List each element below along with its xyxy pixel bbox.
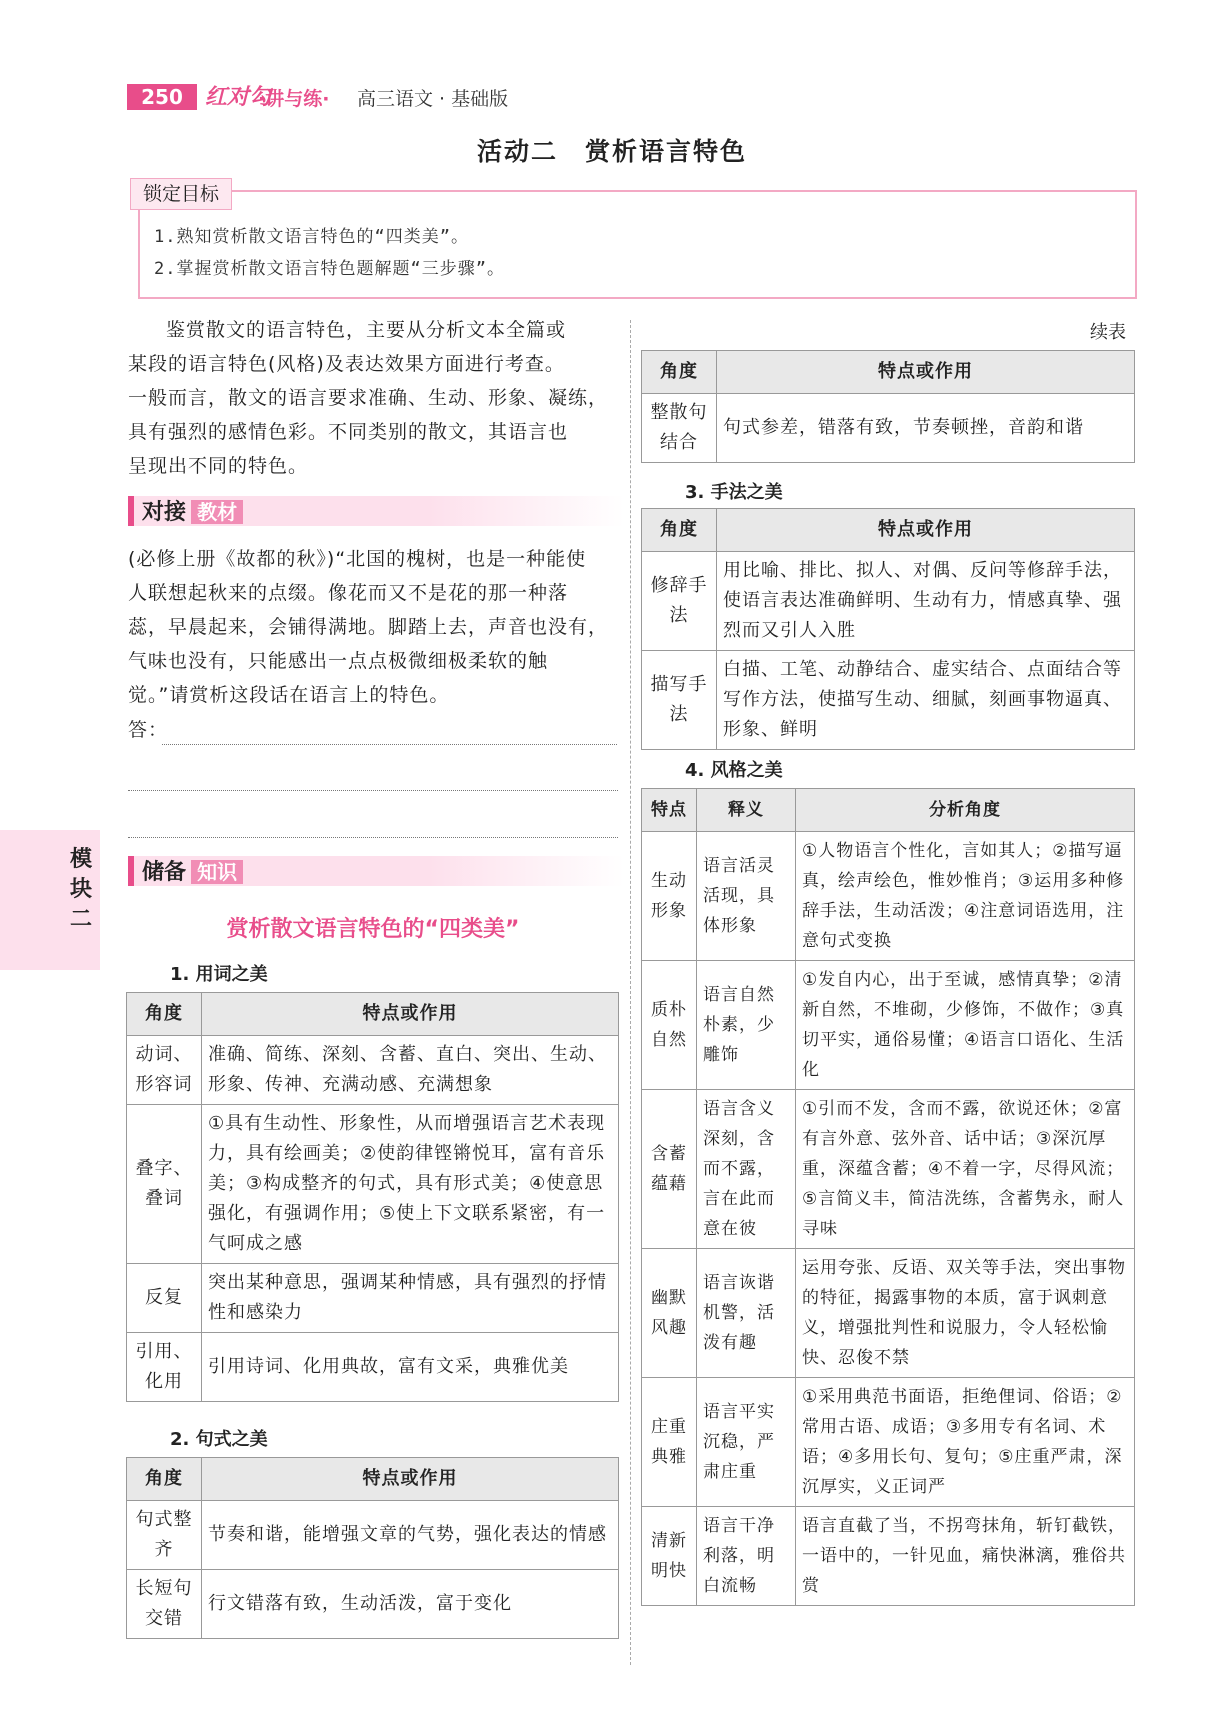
column-divider — [630, 320, 631, 1665]
question-line: 人联想起秋来的点缀。像花而又不是花的那一种落 — [128, 582, 569, 604]
intro-line: 一般而言，散文的语言要求准确、生动、形象、凝练， — [128, 387, 609, 409]
table-cell: 长短句交错 — [127, 1570, 202, 1639]
column-header: 角度 — [127, 993, 202, 1036]
style-beauty-table — [641, 788, 1135, 1606]
table-cell: 语言活灵活现，具体形象 — [697, 832, 796, 961]
table-cell: 突出某种意思，强调某种情感，具有强烈的抒情性和感染力 — [202, 1264, 619, 1333]
table-cell: 白描、工笔、动静结合、虚实结合、点面结合等写作方法，使描写生动、细腻，刻画事物逼真、形象、鲜明 — [717, 651, 1135, 750]
goal-tag: 锁定目标 — [130, 178, 232, 210]
goal-item: 1.熟知赏析散文语言特色的“四类美”。 — [154, 227, 469, 247]
table-heading: 3. 手法之美 — [685, 482, 783, 503]
goal-item: 2.掌握赏析散文语言特色题解题“三步骤”。 — [154, 259, 505, 279]
table-cell: 语言含义深刻，含而不露，言在此而意在彼 — [697, 1090, 796, 1249]
table-cell: 节奏和谐，能增强文章的气势，强化表达的情感 — [202, 1501, 619, 1570]
table-cell: 幽默风趣 — [642, 1249, 697, 1378]
table-cell: 句式整齐 — [127, 1501, 202, 1570]
table-cell: 引用诗词、化用典故，富有文采，典雅优美 — [202, 1333, 619, 1402]
section-main-label: 储备 — [142, 860, 187, 885]
table-cell: 语言诙谐机警，活泼有趣 — [697, 1249, 796, 1378]
series-name: ·讲与练· — [258, 88, 330, 110]
section-header-textbook — [128, 496, 624, 526]
answer-label: 答： — [128, 719, 169, 741]
section-pink-label: 知识 — [191, 860, 243, 884]
table-cell: 生动形象 — [642, 832, 697, 961]
column-header: 分析角度 — [796, 789, 1135, 832]
continued-label: 续表 — [1090, 322, 1126, 343]
question-line: (必修上册《故都的秋》)“北国的槐树，也是一种能使 — [128, 548, 587, 570]
table-cell: 反复 — [127, 1264, 202, 1333]
table-cell: ①发自内心，出于至诚，感情真挚；②清新自然，不堆砌，少修饰，不做作；③真切平实，通俗易懂；④语言口语化、生活化 — [796, 961, 1135, 1090]
table-cell: ①采用典范书面语，拒绝俚词、俗语；②常用古语、成语；③多用专有名词、术语；④多用长句、复句；⑤庄重严肃，深沉厚实，义正词严 — [796, 1378, 1135, 1507]
answer-line[interactable] — [128, 837, 618, 838]
module-side-label: 模块二 — [70, 847, 93, 932]
table-cell: 语言直截了当，不拐弯抹角，斩钉截铁，一语中的，一针见血，痛快淋漓，雅俗共赏 — [796, 1507, 1135, 1606]
sentence-beauty-table — [126, 1457, 619, 1639]
column-header: 特点或作用 — [202, 993, 619, 1036]
column-header: 特点或作用 — [717, 509, 1135, 552]
word-beauty-table — [126, 992, 619, 1402]
sentence-beauty-continued-table — [641, 350, 1135, 463]
table-heading: 1. 用词之美 — [170, 964, 268, 985]
question-line: 气味也没有，只能感出一点点极微细极柔软的触 — [128, 650, 549, 672]
table-heading: 4. 风格之美 — [685, 760, 783, 781]
column-header: 释义 — [697, 789, 796, 832]
table-cell: 语言自然朴素，少雕饰 — [697, 961, 796, 1090]
table-heading: 2. 句式之美 — [170, 1429, 268, 1450]
book-subtitle: 高三语文 · 基础版 — [357, 88, 509, 110]
table-cell: 动词、形容词 — [127, 1036, 202, 1105]
question-line: 觉。”请赏析这段话在语言上的特色。 — [128, 684, 450, 706]
page-title: 活动二 赏析语言特色 — [476, 137, 747, 166]
table-cell: 描写手法 — [642, 651, 717, 750]
intro-line: 某段的语言特色(风格)及表达效果方面进行考查。 — [128, 353, 565, 375]
answer-line[interactable] — [162, 744, 617, 745]
column-header: 角度 — [127, 1458, 202, 1501]
section-header-knowledge — [128, 856, 624, 886]
answer-line[interactable] — [128, 790, 618, 791]
intro-line: 鉴赏散文的语言特色，主要从分析文本全篇或 — [166, 319, 567, 341]
brand-logo: 红对勾 — [205, 85, 272, 110]
question-paragraph — [128, 542, 620, 712]
intro-line: 呈现出不同的特色。 — [128, 455, 309, 477]
technique-beauty-table — [641, 508, 1135, 750]
table-cell: ①人物语言个性化，言如其人；②描写逼真，绘声绘色，惟妙惟肖；③运用多种修辞手法，生动活泼；④注意词语选用，注意句式变换 — [796, 832, 1135, 961]
table-cell: 用比喻、排比、拟人、对偶、反问等修辞手法，使语言表达准确鲜明、生动有力，情感真挚、强烈而又引人入胜 — [717, 552, 1135, 651]
table-cell: 句式参差，错落有致，节奏顿挫，音韵和谐 — [717, 394, 1135, 463]
intro-line: 具有强烈的感情色彩。不同类别的散文，其语言也 — [128, 421, 569, 443]
table-cell: 庄重典雅 — [642, 1378, 697, 1507]
table-cell: 修辞手法 — [642, 552, 717, 651]
table-cell: 含蓄蕴藉 — [642, 1090, 697, 1249]
section-main-label: 对接 — [142, 500, 187, 525]
table-cell: 清新明快 — [642, 1507, 697, 1606]
page-number: 250 — [127, 84, 197, 110]
section-pink-label: 教材 — [191, 500, 243, 524]
column-header: 特点 — [642, 789, 697, 832]
table-cell: ①引而不发，含而不露，欲说还休；②富有言外意、弦外音、话中话；③深沉厚重，深蕴含蓄；④不着一字，尽得风流；⑤言简义丰，简洁洗练，含蓄隽永，耐人寻味 — [796, 1090, 1135, 1249]
column-header: 角度 — [642, 509, 717, 552]
four-beauties-title: 赏析散文语言特色的“四类美” — [226, 917, 520, 942]
table-cell: 整散句结合 — [642, 394, 717, 463]
column-header: 特点或作用 — [717, 351, 1135, 394]
table-cell: 叠字、叠词 — [127, 1105, 202, 1264]
column-header: 特点或作用 — [202, 1458, 619, 1501]
intro-paragraph — [128, 313, 618, 483]
table-cell: 语言干净利落，明白流畅 — [697, 1507, 796, 1606]
table-cell: ①具有生动性、形象性，从而增强语言艺术表现力，具有绘画美；②使韵律铿锵悦耳，富有音乐美；③构成整齐的句式，具有形式美；④使意思强化，有强调作用；⑤使上下文联系紧密，有一气呵成之感 — [202, 1105, 619, 1264]
table-cell: 准确、简练、深刻、含蓄、直白、突出、生动、形象、传神、充满动感、充满想象 — [202, 1036, 619, 1105]
table-cell: 质朴自然 — [642, 961, 697, 1090]
table-cell: 行文错落有致，生动活泼，富于变化 — [202, 1570, 619, 1639]
column-header: 角度 — [642, 351, 717, 394]
question-line: 蕊，早晨起来，会铺得满地。脚踏上去，声音也没有， — [128, 616, 609, 638]
table-cell: 语言平实沉稳，严肃庄重 — [697, 1378, 796, 1507]
table-cell: 运用夸张、反语、双关等手法，突出事物的特征，揭露事物的本质，富于讽刺意义，增强批判性和说服力，令人轻松愉快、忍俊不禁 — [796, 1249, 1135, 1378]
table-cell: 引用、化用 — [127, 1333, 202, 1402]
